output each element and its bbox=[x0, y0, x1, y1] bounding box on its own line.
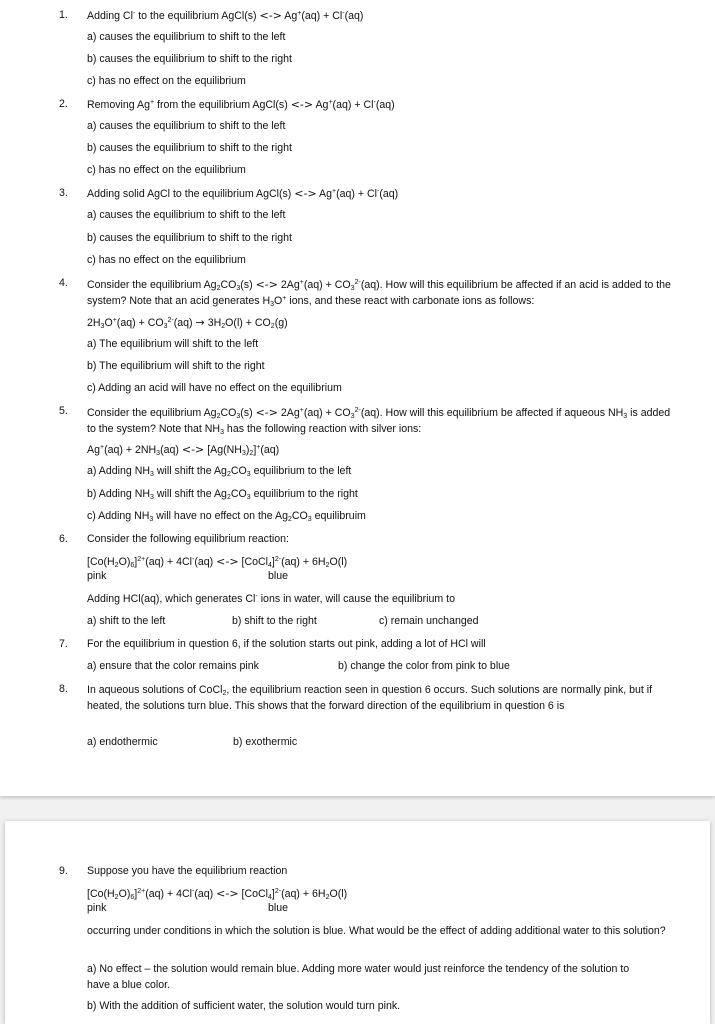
question-number: 7. bbox=[59, 638, 68, 650]
q4-carbonate-reaction: $2H_3O^+(aq) + CO_3^{2-}(aq) \to 3H_2O(l) + CO_2(g)$ bbox=[87, 316, 288, 330]
question-number: 2. bbox=[59, 98, 68, 110]
equilibrium-arrow-icon: <-> bbox=[259, 9, 282, 22]
question-number: 5. bbox=[59, 405, 68, 417]
q8-option-b: b) exothermic bbox=[233, 736, 298, 748]
q1-option-b: b) causes the equilibrium to shift to the right bbox=[87, 53, 292, 65]
question-1-stem: Adding Cl- to the equilibrium AgCl(s) <-> Ag+(aq) + Cl-(aq) bbox=[87, 9, 364, 22]
question-number: 3. bbox=[59, 187, 68, 199]
q9-option-b: b) With the addition of sufficient water, the solution would turn pink. bbox=[87, 1000, 401, 1012]
equilibrium-arrow-icon: <-> bbox=[216, 887, 239, 900]
q5-silver-ammonia-reaction: $Ag^+(aq) + 2NH_3(aq)$ <-> $[Ag(NH_3)_2]^+(aq)$ bbox=[87, 443, 280, 457]
question-5-stem: Consider the equilibrium $Ag_2CO_3(s)$ <-> $2Ag^+(aq) + CO_3^{2-}(aq)$. How will this equilibrium be affected if aqueous $NH_3$ is added to the system? Note that $NH_3$ has the following reaction with silver ions: bbox=[87, 406, 671, 436]
question-7-stem: For the equilibrium in question 6, if the solution starts out pink, adding a lot of HCl will bbox=[87, 638, 486, 650]
q5-option-b: b) Adding $NH_3$ will shift the $Ag_2CO_3$ equilibrium to the right bbox=[87, 488, 358, 501]
q5-option-a: a) Adding $NH_3$ will shift the $Ag_2CO_3$ equilibrium to the left bbox=[87, 465, 352, 478]
q6-prompt: Adding HCl(aq), which generates Cl- ions in water, will cause the equilibrium to bbox=[87, 593, 456, 605]
question-6-stem: Consider the following equilibrium reaction: bbox=[87, 533, 289, 545]
q6-pink-label: pink bbox=[87, 570, 107, 582]
q6-option-a: a) shift to the left bbox=[87, 615, 166, 627]
q3-option-a: a) causes the equilibrium to shift to the left bbox=[87, 209, 286, 221]
q9-pink-label: pink bbox=[87, 902, 107, 914]
q6-cobalt-reaction: $[Co(H_2O)_6]^{2+}(aq) + 4Cl^-(aq)$ <-> [CoCl$_4$]$^{2-}$(aq) + $6H_2O(l)$ bbox=[87, 555, 348, 569]
question-number: 9. bbox=[59, 865, 68, 877]
q4-option-b: b) The equilibrium will shift to the right bbox=[87, 360, 265, 372]
q6-option-b: b) shift to the right bbox=[232, 615, 317, 627]
question-8-stem: In aqueous solutions of CoCl$_2$, the equilibrium reaction seen in question 6 occurs. Such solutions are normally pink, but if heated, the solutions turn blue. This shows that the forward direction of the equilibrium in question 6 is bbox=[87, 684, 653, 712]
q1-option-a: a) causes the equilibrium to shift to the left bbox=[87, 31, 286, 43]
question-9-stem: Suppose you have the equilibrium reaction bbox=[87, 865, 288, 877]
reaction-arrow-icon: → bbox=[195, 316, 205, 329]
q5-option-c: c) Adding $NH_3$ will have no effect on the $Ag_2CO_3$ equilibruim bbox=[87, 510, 366, 523]
q9-blue-label: blue bbox=[268, 902, 289, 914]
q2-option-a: a) causes the equilibrium to shift to the left bbox=[87, 120, 286, 132]
q6-option-c: c) remain unchanged bbox=[379, 615, 479, 627]
question-4-stem: Consider the equilibrium $Ag_2CO_3(s)$ <-> $2Ag^+(aq) + CO_3^{2-}(aq)$. How will this equilibrium be affected if an acid is added to the system? Note that an acid generates $H_3O^+$ ions, and these react with carbonate ions as follows: bbox=[87, 278, 671, 308]
q6-blue-label: blue bbox=[268, 570, 289, 582]
q4-option-c: c) Adding an acid will have no effect on the equilibrium bbox=[87, 382, 342, 394]
question-number: 6. bbox=[59, 533, 68, 545]
q3-option-c: c) has no effect on the equilibrium bbox=[87, 254, 246, 266]
q1-option-c: c) has no effect on the equilibrium bbox=[87, 75, 246, 87]
question-2-stem: Removing Ag+ from the equilibrium AgCl(s) <-> Ag+(aq) + Cl-(aq) bbox=[87, 98, 395, 111]
q7-option-b: b) change the color from pink to blue bbox=[338, 660, 510, 672]
equilibrium-arrow-icon: <-> bbox=[216, 555, 239, 568]
q4-option-a: a) The equilibrium will shift to the left bbox=[87, 338, 259, 350]
q8-option-a: a) endothermic bbox=[87, 736, 158, 748]
equilibrium-arrow-icon: <-> bbox=[290, 98, 314, 111]
equilibrium-arrow-icon: <-> bbox=[294, 187, 317, 200]
equilibrium-arrow-icon: <-> bbox=[255, 278, 278, 291]
question-number: 1. bbox=[59, 9, 68, 21]
question-number: 4. bbox=[59, 277, 68, 289]
q9-option-a: a) No effect – the solution would remain blue. Adding more water would just reinforce the tendency of the solution to have a blue color. bbox=[87, 963, 630, 991]
q2-option-c: c) has no effect on the equilibrium bbox=[87, 164, 246, 176]
question-number: 8. bbox=[59, 683, 68, 695]
equilibrium-arrow-icon: <-> bbox=[255, 406, 278, 419]
worksheet-page-2 bbox=[5, 821, 710, 1024]
q7-option-a: a) ensure that the color remains pink bbox=[87, 660, 259, 672]
q9-context: occurring under conditions in which the solution is blue. What would be the effect of adding additional water to this solution? bbox=[87, 925, 666, 937]
q3-option-b: b) causes the equilibrium to shift to the right bbox=[87, 232, 292, 244]
equilibrium-arrow-icon: <-> bbox=[181, 443, 205, 456]
q2-option-b: b) causes the equilibrium to shift to the right bbox=[87, 142, 292, 154]
q9-cobalt-reaction: $[Co(H_2O)_6]^{2+}(aq) + 4Cl^-(aq)$ <-> [CoCl$_4$]$^{2-}$(aq) + $6H_2O(l)$ bbox=[87, 887, 348, 901]
question-3-stem: Adding solid AgCl to the equilibrium AgCl(s) <-> Ag+(aq) + Cl-(aq) bbox=[87, 187, 399, 200]
